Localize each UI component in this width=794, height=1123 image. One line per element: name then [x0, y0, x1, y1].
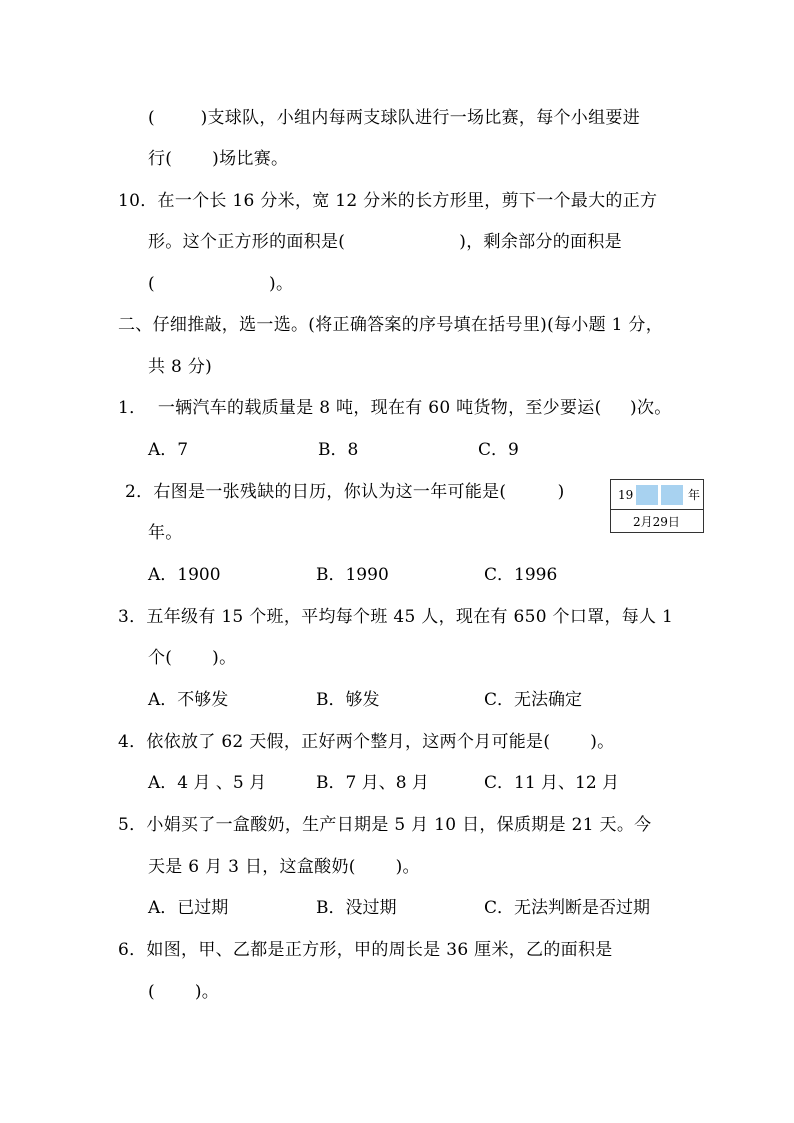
question-5-cont: 天是 6 月 3 日，这盒酸奶( )。 — [148, 857, 420, 877]
q4-option-c: C．11 月、12 月 — [484, 773, 620, 793]
question-1: 1． 一辆汽车的载质量是 8 吨，现在有 60 吨货物，至少要运( )次。 — [118, 398, 672, 418]
q3-option-c: C．无法确定 — [484, 690, 583, 710]
question-4: 4．依依放了 62 天假，正好两个整月，这两个月可能是( )。 — [118, 732, 615, 752]
q10-line-1: 10．在一个长 16 分米，宽 12 分米的长方形里，剪下一个最大的正方 — [118, 191, 658, 211]
q5-option-c: C．无法判断是否过期 — [484, 898, 651, 918]
question-3: 3．五年级有 15 个班，平均每个班 45 人，现在有 650 个口罩，每人 1 — [118, 607, 674, 627]
q4-option-b: B．7 月、8 月 — [316, 773, 429, 793]
question-3-cont: 个( )。 — [148, 648, 237, 668]
q10-line-2: 形。这个正方形的面积是( )，剩余部分的面积是 — [148, 232, 622, 252]
q3-option-a: A．不够发 — [148, 690, 229, 710]
q2-option-a: A．1900 — [148, 565, 221, 585]
q10-line-3: ( )。 — [148, 274, 294, 294]
q5-option-b: B．没过期 — [316, 898, 397, 918]
calendar-divider — [611, 509, 703, 510]
calendar-missing-digit-2 — [661, 485, 683, 505]
question-5: 5．小娟买了一盒酸奶，生产日期是 5 月 10 日，保质期是 21 天。今 — [118, 815, 652, 835]
calendar-missing-digit-1 — [636, 485, 658, 505]
question-2: 2．右图是一张残缺的日历，你认为这一年可能是( ) — [125, 482, 565, 502]
q1-option-b: B．8 — [318, 440, 359, 460]
q3-option-b: B．够发 — [316, 690, 380, 710]
q5-option-a: A．已过期 — [148, 898, 229, 918]
q2-option-c: C．1996 — [484, 565, 558, 585]
question-6: 6．如图，甲、乙都是正方形，甲的周长是 36 厘米，乙的面积是 — [118, 940, 613, 960]
q1-option-c: C．9 — [478, 440, 519, 460]
question-6-cont: ( )。 — [148, 982, 220, 1002]
calendar-date: 2月29日 — [633, 515, 680, 529]
q9-line-3: 行( )场比赛。 — [148, 149, 289, 169]
section-2-heading-cont: 共 8 分) — [148, 357, 213, 377]
section-2-heading: 二、仔细推敲，选一选。(将正确答案的序号填在括号里)(每小题 1 分， — [118, 315, 664, 335]
calendar-year-suffix: 年 — [688, 488, 701, 502]
q4-option-a: A．4 月 、5 月 — [148, 773, 267, 793]
q9-line-2: ( )支球队，小组内每两支球队进行一场比赛，每个小组要进 — [148, 108, 640, 128]
calendar-year-prefix: 19 — [618, 488, 634, 502]
calendar-figure — [610, 479, 704, 533]
q1-option-a: A．7 — [148, 440, 189, 460]
question-2-cont: 年。 — [148, 523, 183, 543]
q2-option-b: B．1990 — [316, 565, 389, 585]
